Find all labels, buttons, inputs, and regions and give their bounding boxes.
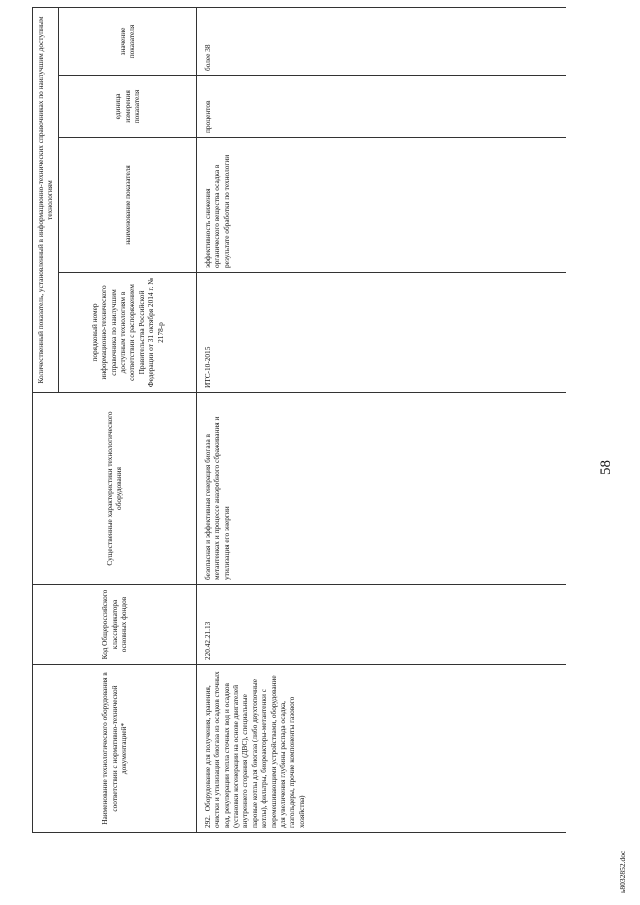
header-quantitative-group: Количественный показатель, установленный в информационно-технических справочниках по наилучшим доступным технологиям (33, 8, 59, 393)
cell-name (196, 665, 566, 833)
equipment-table (32, 7, 566, 833)
cell-okof-code: 220.42.21.13 (196, 585, 566, 665)
page-number: 58 (598, 460, 614, 475)
header-characteristics: Существенные характеристики технологического оборудования (33, 393, 197, 585)
cell-indicator-name: эффективность снижения органического вещества осадка в результате обработки по технологии (196, 138, 566, 273)
cell-value: более 38 (196, 8, 566, 76)
cell-unit: процентов (196, 76, 566, 138)
header-unit: единица измерения показателя (58, 76, 196, 138)
row-number: 292. (202, 815, 212, 828)
header-okof-code: Код Общероссийского классификатора основных фондов (33, 585, 197, 665)
header-indicator-name: наименование показателя (58, 138, 196, 273)
document-id: ь8032852.doc (618, 850, 627, 893)
table-row (196, 8, 566, 833)
header-its-number: порядковый номер информационно-технического справочника по наилучшим доступным технологиям в соответствии с распоряжением Правительства Российской Федерации от 31 октября 2014 г. № 2178-р (58, 273, 196, 393)
header-name: Наименование технологического оборудования в соответствии с нормативно-технической документацией* (33, 665, 197, 833)
cell-characteristics: безопасная и эффективная генерация биогаза в метантенках и процессе анаэробного сбраживания и утилизация его энергии (196, 393, 566, 585)
cell-its-number: ИТС-10-2015 (196, 273, 566, 393)
header-value: значение показателя (58, 8, 196, 76)
cell-name-text: Оборудование для получения, хранения, очистки и утилизации биогаза из осадков сточных вод, рекуперации тепла сточных вод и осадков (установки когенерации на основе двигателей внутреннего сгорания (ДВС), специальные паровые котлы для биогаза (либо двухтопочные котлы), фильтры, биореакторы-метантенки с перемешивающими устройствами, оборудование для увеличения глубины распада осадка, газгольдеры, прочие компоненты газового хозяйства) (202, 671, 306, 828)
